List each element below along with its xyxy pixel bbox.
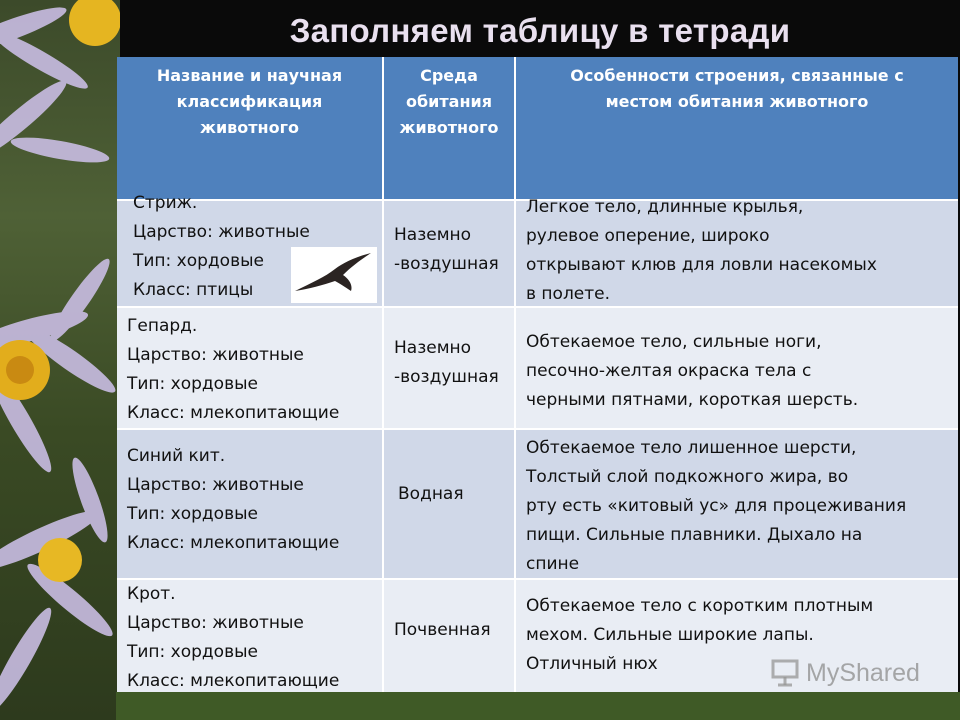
animal-name: Синий кит.: [127, 446, 226, 466]
phylum-line: Тип: хордовые: [133, 251, 264, 271]
habitat-line: Наземно: [394, 225, 472, 245]
header-name-classification: Название и научная классификация животного: [117, 57, 384, 199]
features-line: песочно-желтая окраска тела с: [526, 361, 812, 381]
class-line: Класс: птицы: [133, 280, 254, 300]
swift-bird-image: [291, 247, 377, 303]
header-features: Особенности строения, связанные с местом обитания животного: [516, 57, 958, 199]
features-line: Обтекаемое тело, сильные ноги,: [526, 332, 822, 352]
presentation-icon: [770, 659, 800, 687]
animal-table: [117, 57, 958, 692]
watermark-text: MyShared: [806, 658, 920, 687]
kingdom-line: Царство: животные: [133, 222, 310, 242]
flower-background-image: [0, 0, 120, 720]
kingdom-line: Царство: животные: [127, 475, 304, 495]
features-line: рту есть «китовый ус» для процеживания: [526, 496, 907, 516]
table-row: [117, 306, 958, 428]
features-line: открывают клюв для ловли насекомых: [526, 255, 877, 275]
features-line: черными пятнами, короткая шерсть.: [526, 390, 859, 410]
animal-name: Гепард.: [127, 316, 198, 336]
habitat-cell: [384, 580, 516, 692]
table-header-row: [117, 57, 958, 199]
habitat-cell: [384, 201, 516, 306]
features-line: Обтекаемое тело с коротким плотным: [526, 596, 874, 616]
bottom-strip: [116, 692, 960, 720]
slide-title: Заполняем таблицу в тетради: [289, 12, 791, 49]
habitat-line: Водная: [398, 484, 464, 504]
table-row: [117, 193, 958, 306]
habitat-cell: [384, 430, 516, 578]
features-line: Отличный нюх: [526, 654, 658, 674]
class-line: Класс: млекопитающие: [127, 671, 340, 691]
animal-name-cell: [117, 193, 384, 306]
watermark: [770, 656, 930, 690]
animal-name-cell: [117, 580, 384, 692]
features-line: спине: [526, 554, 580, 574]
habitat-line: -воздушная: [394, 254, 499, 274]
features-cell: [516, 197, 958, 306]
features-cell: [516, 308, 958, 428]
header-habitat: Среда обитания животного: [384, 57, 516, 199]
habitat-line: Почвенная: [394, 620, 491, 640]
features-line: Легкое тело, длинные крылья,: [526, 197, 804, 217]
animal-name-cell: [117, 430, 384, 578]
features-line: мехом. Сильные широкие лапы.: [526, 625, 814, 645]
features-line: пищи. Сильные плавники. Дыхало на: [526, 525, 863, 545]
features-line: Обтекаемое тело лишенное шерсти,: [526, 438, 857, 458]
phylum-line: Тип: хордовые: [127, 642, 258, 662]
animal-name-cell: [117, 308, 384, 428]
animal-name: Стриж.: [133, 193, 198, 213]
phylum-line: Тип: хордовые: [127, 504, 258, 524]
animal-name: Крот.: [127, 584, 176, 604]
kingdom-line: Царство: животные: [127, 345, 304, 365]
class-line: Класс: млекопитающие: [127, 403, 340, 423]
features-cell: [516, 430, 958, 578]
class-line: Класс: млекопитающие: [127, 533, 340, 553]
features-line: Толстый слой подкожного жира, во: [526, 467, 849, 487]
habitat-line: Наземно: [394, 338, 472, 358]
kingdom-line: Царство: животные: [127, 613, 304, 633]
features-line: рулевое оперение, широко: [526, 226, 770, 246]
features-line: в полете.: [526, 284, 611, 304]
habitat-line: -воздушная: [394, 367, 499, 387]
habitat-cell: [384, 308, 516, 428]
phylum-line: Тип: хордовые: [127, 374, 258, 394]
table-row: [117, 428, 958, 578]
